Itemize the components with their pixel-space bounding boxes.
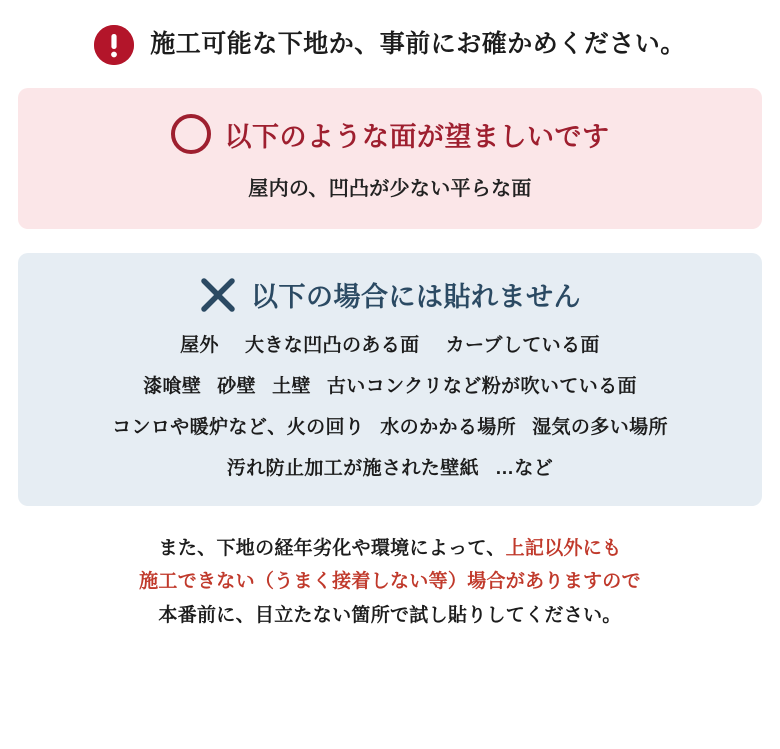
- list-item: [38, 412, 742, 439]
- list-item-part: 屋外: [180, 335, 219, 356]
- recommended-title-text: 以下のような面が望ましいです: [224, 121, 610, 152]
- list-item-part: 水のかかる場所: [380, 417, 517, 438]
- list-item-part: 漆喰壁: [143, 376, 202, 397]
- unsupported-title-text: 以下の場合には貼れません: [251, 282, 581, 312]
- circle-mark-icon: [171, 114, 211, 154]
- unsupported-panel-title: [38, 275, 742, 314]
- page-title: 施工可能な下地か、事前にお確かめください。: [150, 30, 686, 58]
- list-item-part: …など: [495, 458, 554, 479]
- footer-note-line-1: [18, 532, 762, 565]
- list-item-part: 土壁: [272, 376, 311, 397]
- list-item: [38, 371, 742, 398]
- footer-note: [18, 532, 762, 632]
- unsupported-surface-panel: [18, 253, 762, 506]
- recommended-subtitle: 屋内の、凹凸が少ない平らな面: [248, 178, 532, 200]
- list-item-part: 古いコンクリなど粉が吹いている面: [326, 376, 637, 397]
- footer-note-line-2: 施工できない（うまく接着しない等）場合がありますので: [139, 571, 641, 593]
- footer-note-plain: また、下地の経年劣化や環境によって、: [158, 538, 506, 559]
- list-item-part: カーブしている面: [445, 335, 600, 356]
- warning-heading: [18, 0, 762, 70]
- footer-note-line-3: 本番前に、目立たない箇所で試し貼りしてください。: [158, 604, 622, 626]
- exclamation-circle-icon: [94, 25, 134, 65]
- recommended-panel-title: [38, 114, 742, 154]
- unsupported-list: [38, 330, 742, 480]
- list-item: [38, 330, 742, 357]
- list-item-part: 汚れ防止加工が施された壁紙: [226, 458, 479, 479]
- cross-mark-icon: [199, 276, 237, 314]
- list-item-part: 湿気の多い場所: [532, 417, 668, 438]
- list-item: [38, 453, 742, 480]
- list-item-part: 大きな凹凸のある面: [244, 335, 420, 356]
- list-item-part: コンロや暖炉など、火の回り: [112, 417, 365, 438]
- list-item-part: 砂壁: [217, 376, 257, 397]
- footer-note-accent: 上記以外にも: [505, 538, 622, 559]
- recommended-surface-panel: [18, 88, 762, 229]
